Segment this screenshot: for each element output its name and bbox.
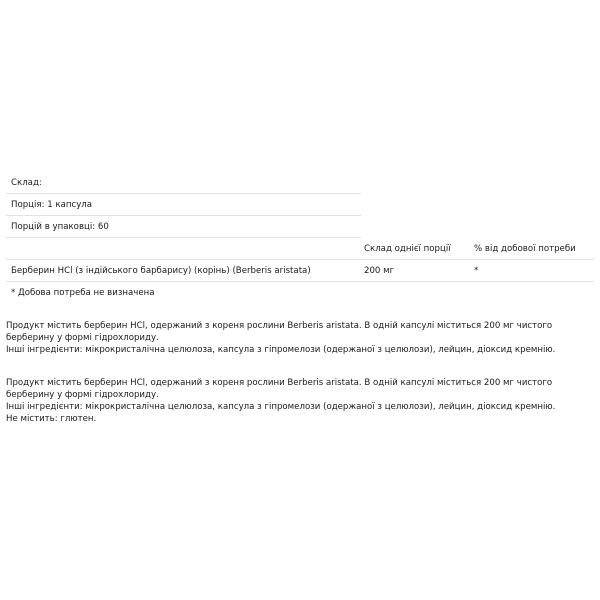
servings-per-container-row — [6, 216, 361, 238]
description-line: берберину у формі гідрохлориду. — [6, 390, 159, 400]
footnote-row — [6, 282, 361, 304]
column-header-row — [6, 238, 594, 260]
ingredient-daily-value: * — [474, 266, 479, 276]
other-ingredients: Інші інгредієнти: мікрокристалічна целюлоза, капсула з гіпромелози (одержаної з целюлози), лейцин, діоксид кремнію. — [6, 345, 556, 355]
other-ingredients: Інші інгредієнти: мікрокристалічна целюлоза, капсула з гіпромелози (одержаної з целюлози), лейцин, діоксид кремнію. — [6, 402, 556, 412]
description-line: Продукт містить берберин HCl, одержаний з кореня рослини Berberis aristata. В одній капсулі міститься 200 мг чистого — [6, 378, 553, 388]
ingredient-row — [6, 260, 594, 282]
ingredient-name: Берберин HCl (з індійського барбарису) (корінь) (Berberis aristata) — [11, 266, 311, 276]
facts-header: Склад: — [11, 178, 42, 188]
ingredient-amount: 200 мг — [364, 266, 395, 276]
supplement-facts-table — [6, 172, 594, 304]
serving-size-row — [6, 194, 361, 216]
column-header-amount: Склад однієї порції — [364, 244, 451, 254]
description-block — [6, 377, 596, 425]
servings-per-container: Порцій в упаковці: 60 — [11, 222, 109, 232]
description-block — [6, 320, 596, 356]
description-line: берберину у формі гідрохлориду. — [6, 333, 159, 343]
facts-header-row — [6, 172, 361, 194]
serving-size: Порція: 1 капсула — [11, 200, 93, 210]
footnote: * Добова потреба не визначена — [11, 288, 155, 298]
description-line: Продукт містить берберин HCl, одержаний з кореня рослини Berberis aristata. В одній капсулі міститься 200 мг чистого — [6, 321, 553, 331]
gluten-free-note: Не містить: глютен. — [6, 414, 97, 424]
column-header-daily-value: % від добової потреби — [474, 244, 576, 254]
